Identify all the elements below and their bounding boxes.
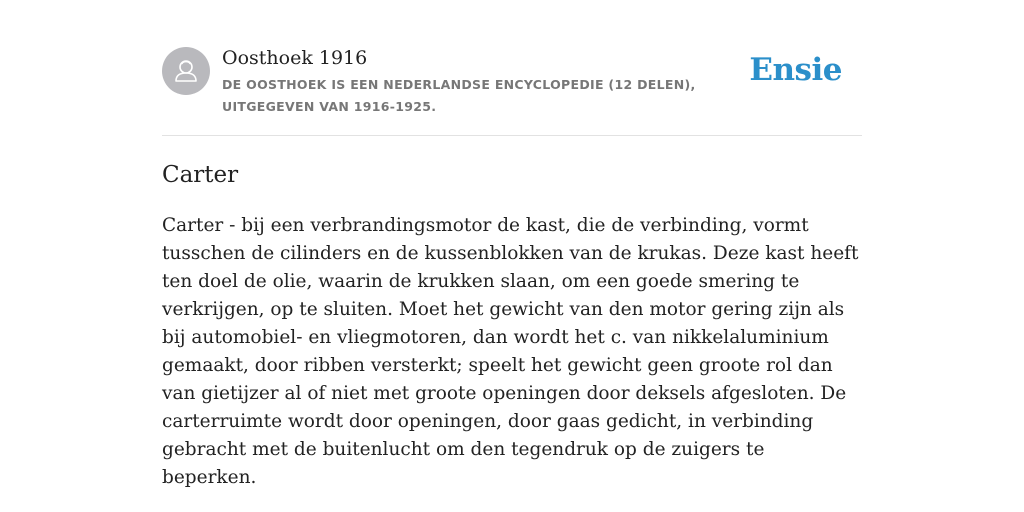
user-icon (162, 47, 210, 95)
entry-body: Carter - bij een verbrandingsmotor de kast, die de verbinding, vormt tusschen de cilinders en de kussenblokken van de krukas. Deze kast heeft ten doel de olie, waarin de krukken slaan, om een goede smering te verkrijgen, op te sluiten. Moet het gewicht van den motor gering zijn als bij automobiel- en vliegmotoren, dan wordt het c. van nikkelaluminium gemaakt, door ribben versterkt; speelt het gewicht geen groote rol dan van gietijzer al of niet met groote openingen door deksels afgesloten. De carterruimte wordt door openingen, door gaas gedicht, in verbinding gebracht met de buitenlucht om den tegendruk op de zuigers te beperken. (162, 215, 859, 488)
header-divider (162, 135, 862, 136)
source-description: DE OOSTHOEK IS EEN NEDERLANDSE ENCYCLOPEDIE (12 DELEN), UITGEGEVEN VAN 1916-1925. (222, 77, 696, 114)
source-info (222, 47, 762, 118)
avatar[interactable] (162, 47, 210, 95)
ensie-logo[interactable]: Ensie (749, 52, 842, 88)
source-header (162, 47, 862, 117)
entry-title: Carter (162, 162, 239, 188)
entry-page (162, 0, 862, 512)
source-name[interactable]: Oosthoek 1916 (222, 47, 368, 69)
